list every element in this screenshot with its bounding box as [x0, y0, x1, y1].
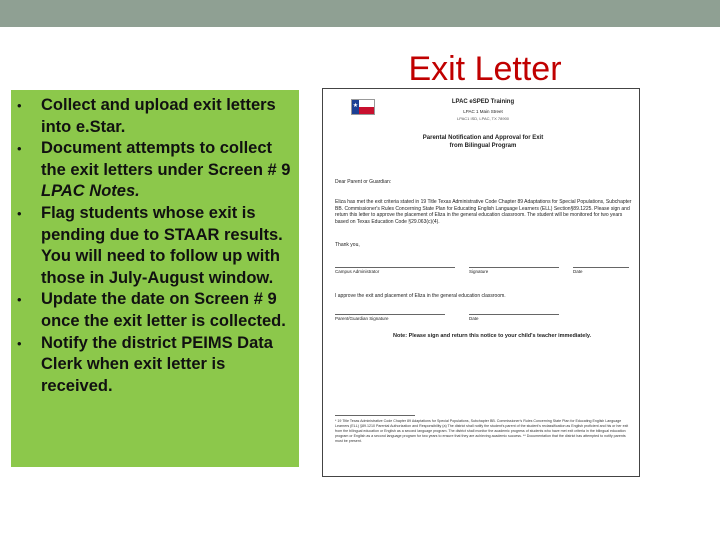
letter-thanks: Thank you,: [335, 242, 360, 248]
texas-flag-icon: ★: [351, 99, 375, 115]
letter-heading: [403, 134, 563, 150]
signature-line: [573, 267, 629, 268]
bullet-text: Collect and upload exit letters into e.Star.: [41, 96, 276, 136]
bullet-marker: •: [17, 141, 22, 157]
bullet-text: LPAC Notes.: [41, 182, 140, 201]
sig-label-signature: Signature: [469, 269, 489, 274]
bullet-text: Document attempts to collect the exit letters under Screen # 9: [41, 139, 291, 179]
letter-note: Note: Please sign and return this notice to your child's teacher immediately.: [393, 333, 592, 339]
letter-city: LPAC1 ISD, LPAC, TX 78900: [456, 116, 510, 121]
letter-footnotes: * 19 Title Texas Administrative Code Chapter 89 Adaptations for Special Populations, Subchapter BB. Commissioner's Rules Concerning State Plan for Educating English Language Learners (ELL) §89.1210 Parental Authorization and Responsibility (a) The district shall notify the student's parent of the student's reclassification as English proficient and his or her exit from the bilingual education or English as a second language program. The district shall monitor the academic progress of students who have met exit criteria in the bilingual education program or English as a second language program for two years to ensure that they are achieving academic success. ** Documentation that the district has attempted to notify parents must be present.: [335, 419, 629, 443]
exit-letter-image: [322, 88, 640, 477]
signature-line: [335, 314, 445, 315]
bullet-text: Update the date on Screen # 9 once the exit letter is collected.: [41, 290, 286, 330]
bullet-panel: [11, 90, 299, 467]
letter-heading-line1: Parental Notification and Approval for Exit: [422, 135, 544, 141]
letter-address: LPAC 1 Main Street: [463, 109, 503, 114]
bullet-item: [15, 289, 295, 332]
bullet-marker: •: [17, 205, 22, 221]
letter-heading-line2: from Bilingual Program: [449, 143, 517, 149]
sig-label-date: Date: [573, 269, 583, 274]
signature-line: [335, 267, 455, 268]
signature-line: [469, 267, 559, 268]
letter-approval: I approve the exit and placement of Eliza in the general education classroom.: [335, 293, 506, 299]
bullet-item: [15, 138, 295, 203]
top-band: [0, 0, 720, 27]
bullet-marker: •: [17, 98, 22, 113]
footnote-rule: [335, 415, 415, 416]
bullet-marker: •: [17, 335, 22, 351]
bullet-marker: •: [17, 292, 22, 308]
bullet-item: [15, 95, 295, 138]
letter-greeting: Dear Parent or Guardian:: [335, 179, 392, 185]
letter-org: LPAC eSPED Training: [451, 99, 515, 105]
sig-label-admin: Campus Administrator: [335, 269, 380, 274]
bullet-item: [15, 333, 295, 398]
bullet-list: [15, 95, 295, 397]
bullet-item: [15, 203, 295, 289]
slide-title: Exit Letter: [408, 50, 562, 88]
bullet-text: Flag students whose exit is pending due to STAAR results. You will need to follow up with those in July-August window.: [41, 203, 283, 287]
bullet-text: Notify the district PEIMS Data Clerk when exit letter is received.: [41, 333, 273, 395]
signature-line: [469, 314, 559, 315]
parent-date-label: Date: [469, 316, 479, 321]
letter-body: Eliza has met the exit criteria stated in 19 Title Texas Administrative Code Chapter 89 Adaptations for Special Populations, Subchapter BB. Commissioner's Rules Concerning State Plan for Educating English Language Learners (ELL) Section§89.1225. Please sign and return this letter to approve the placement of Eliza in the general education classroom. The student will be monitored for two years based on Texas Education Code §29.063(c)(4).: [335, 199, 632, 225]
parent-signature-label: Parent/Guardian Signature: [335, 316, 389, 321]
